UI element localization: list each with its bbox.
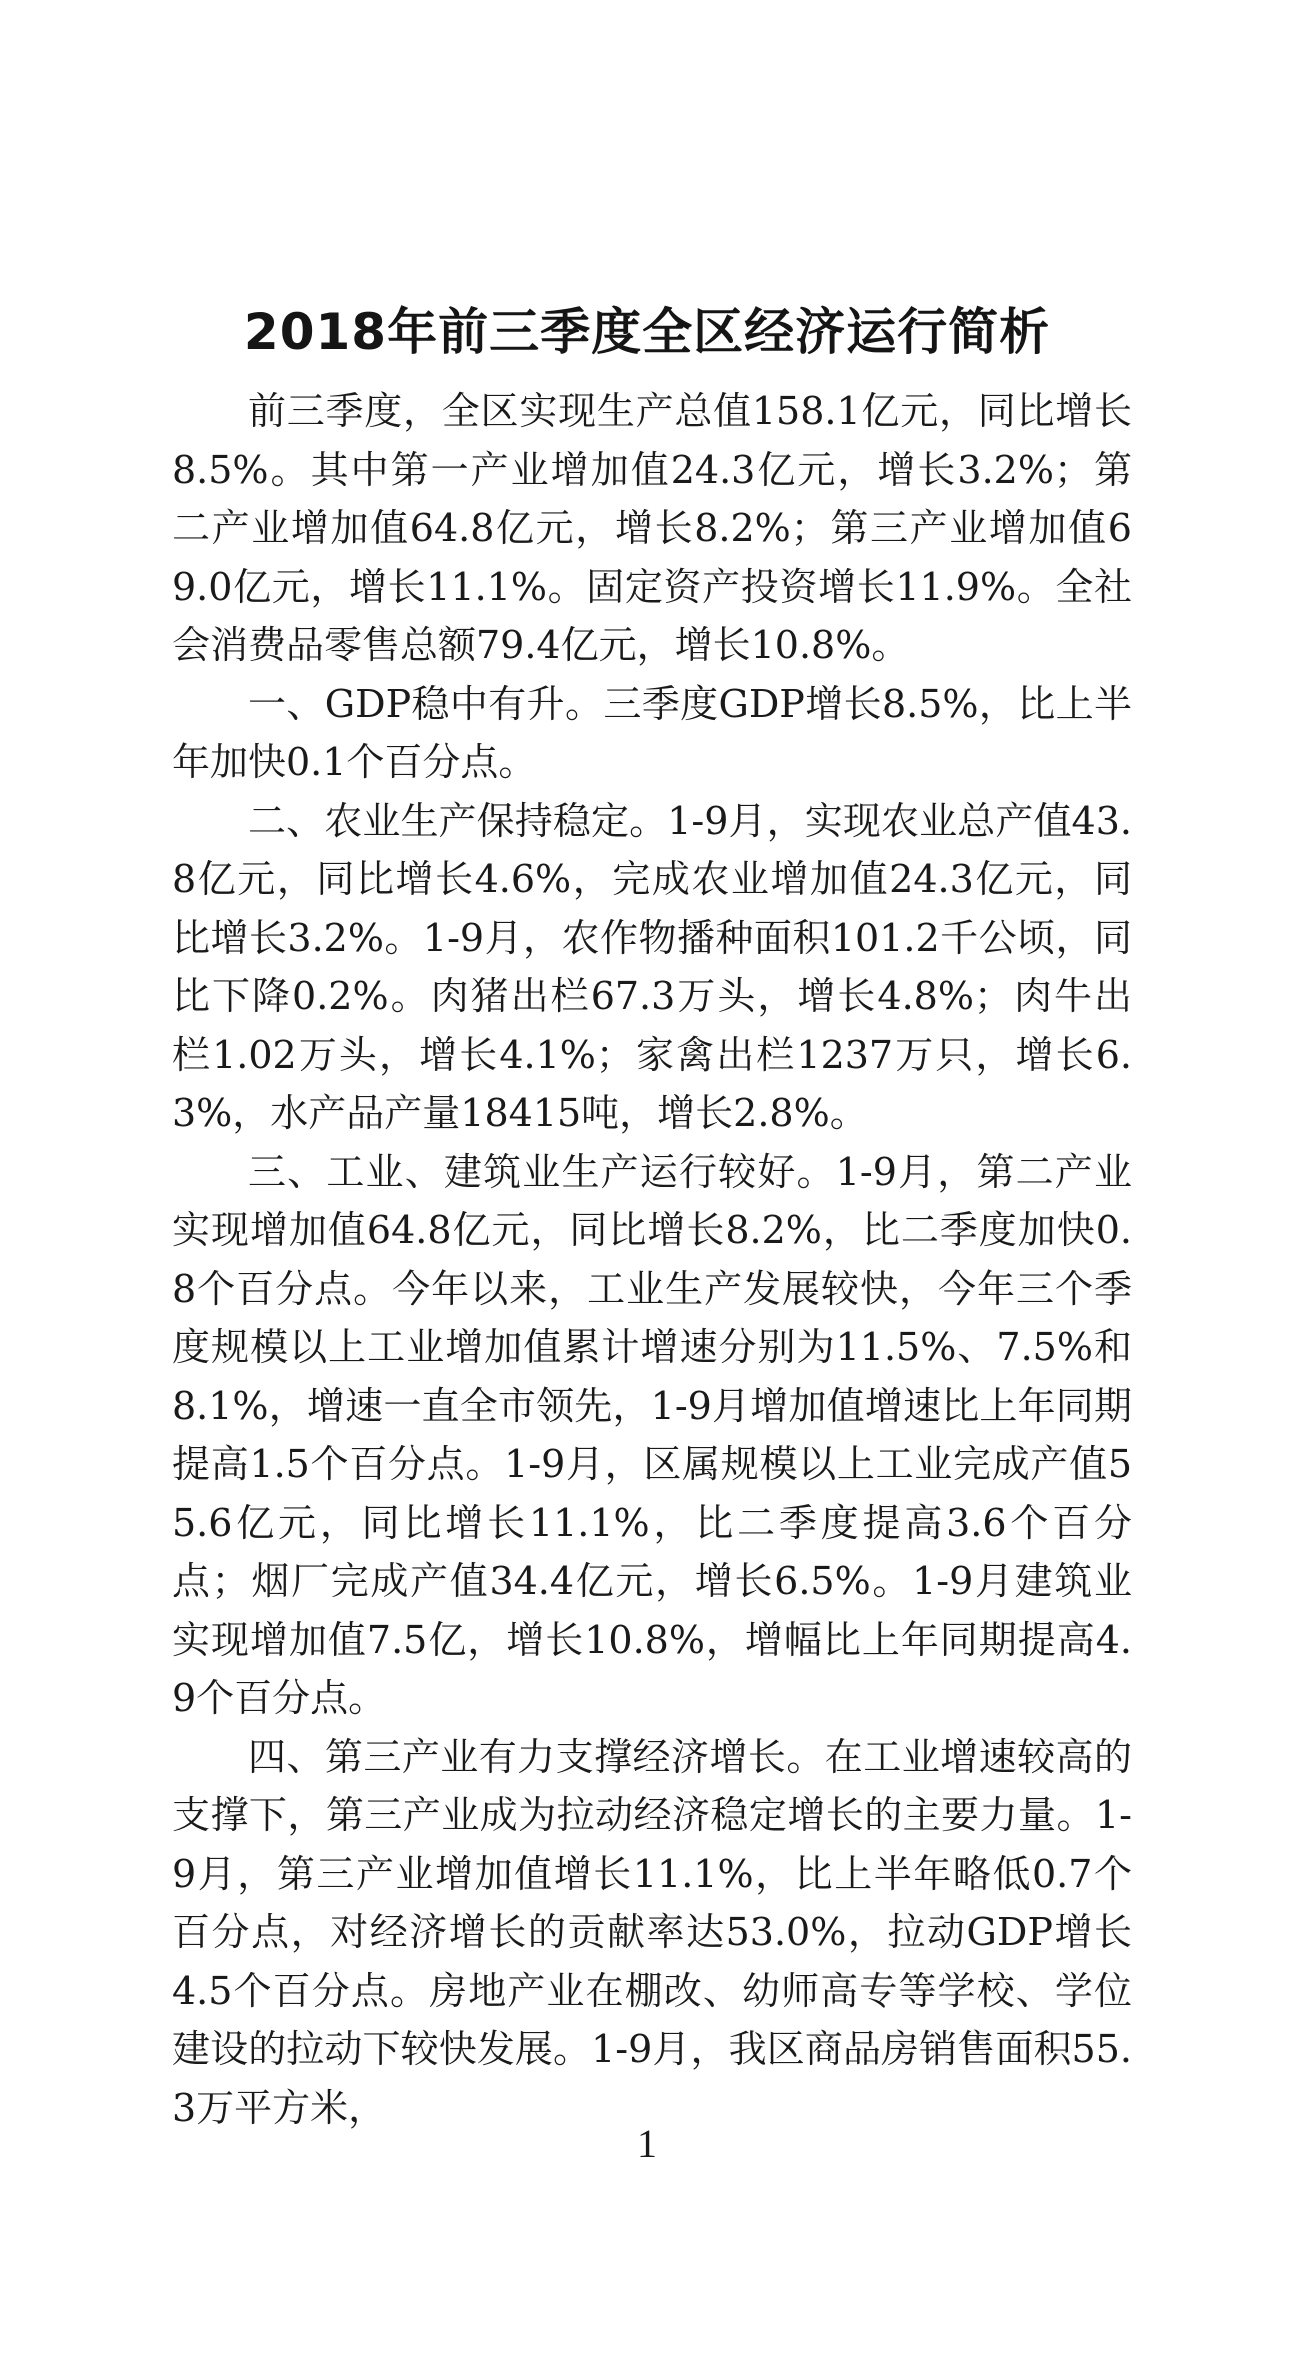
document-body (172, 382, 1132, 2137)
paragraph-agriculture: 二、农业生产保持稳定。1-9月，实现农业总产值43.8亿元，同比增长4.6%，完成农业增加值24.3亿元，同比增长3.2%。1-9月，农作物播种面积101.2千公顷，同比下降0.2%。肉猪出栏67.3万头，增长4.8%；肉牛出栏1.02万头，增长4.1%；家禽出栏1237万只，增长6.3%，水产品产量18415吨，增长2.8%。 (172, 798, 1132, 1135)
paragraph-summary: 前三季度，全区实现生产总值158.1亿元，同比增长8.5%。其中第一产业增加值24.3亿元，增长3.2%；第二产业增加值64.8亿元，增长8.2%；第三产业增加值69.0亿元，增长11.1%。固定资产投资增长11.9%。全社会消费品零售总额79.4亿元，增长10.8%。 (172, 389, 1132, 667)
paragraph-gdp: 一、GDP稳中有升。三季度GDP增长8.5%，比上半年加快0.1个百分点。 (172, 681, 1132, 784)
document-title: 2018年前三季度全区经济运行简析 (243, 303, 1051, 361)
paragraph-tertiary: 四、第三产业有力支撑经济增长。在工业增速较高的支撑下，第三产业成为拉动经济稳定增长的主要力量。1-9月，第三产业增加值增长11.1%，比上半年略低0.7个百分点，对经济增长的贡献率达53.0%，拉动GDP增长4.5个百分点。房地产业在棚改、幼师高专等学校、学位建设的拉动下较快发展。1-9月，我区商品房销售面积55.3万平方米， (172, 1734, 1133, 2130)
page-number: 1 (637, 2121, 657, 2166)
paragraph-industry: 三、工业、建筑业生产运行较好。1-9月，第二产业实现增加值64.8亿元，同比增长8.2%，比二季度加快0.8个百分点。今年以来，工业生产发展较快，今年三个季度规模以上工业增加值累计增速分别为11.5%、7.5%和8.1%，增速一直全市领先，1-9月增加值增速比上年同期提高1.5个百分点。1-9月，区属规模以上工业完成产值55.6亿元，同比增长11.1%，比二季度提高3.6个百分点；烟厂完成产值34.4亿元，增长6.5%。1-9月建筑业实现增加值7.5亿，增长10.8%，增幅比上年同期提高4.9个百分点。 (172, 1149, 1132, 1720)
